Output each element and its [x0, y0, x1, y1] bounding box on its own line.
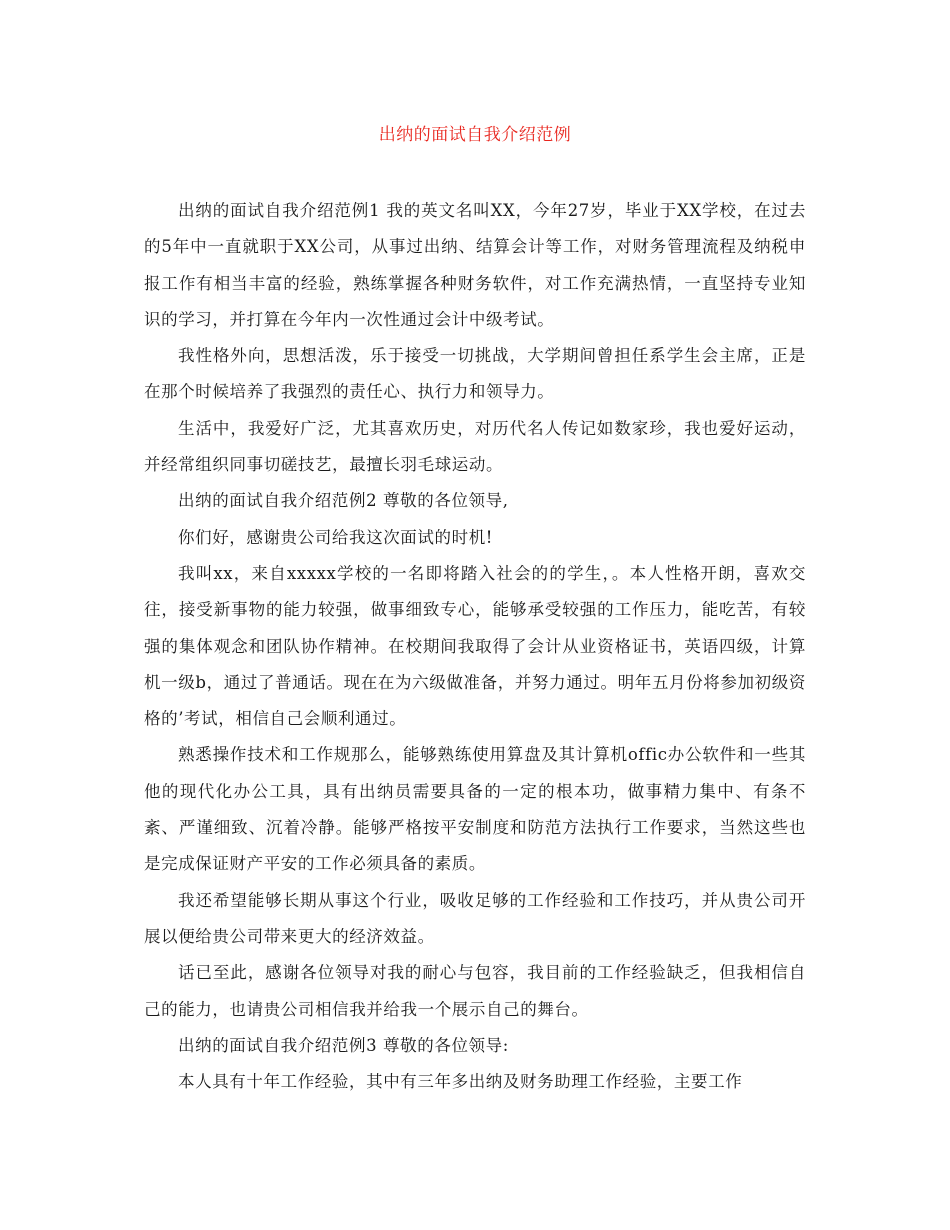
document-title: 出纳的面试自我介绍范例 — [378, 125, 572, 145]
paragraph: 我性格外向，思想活泼，乐于接受一切挑战，大学期间曾担任系学生会主席，正是在那个时候培养了我强烈的责任心、执行力和领导力。 — [144, 346, 806, 402]
paragraph: 话已至此，感谢各位领导对我的耐心与包容，我目前的工作经验缺乏，但我相信自己的能力，也请贵公司相信我并给我一个展示自己的舞台。 — [144, 963, 806, 1019]
paragraph: 你们好，感谢贵公司给我这次面试的时机! — [178, 527, 494, 547]
paragraph: 我叫xx，来自xxxxx学校的一名即将踏入社会的的学生，。本人性格开朗，喜欢交往，接受新事物的能力较强，做事细致专心，能够承受较强的工作压力，能吃苦，有较强的集体观念和团队协作精神。在校期间我取得了会计从业资格证书，英语四级，计算机一级b，通过了普通话。现在在为六级做准备，并努力通过。明年五月份将参加初级资格的’考试，相信自己会顺利通过。 — [144, 563, 806, 729]
paragraph: 出纳的面试自我介绍范例2 尊敬的各位领导, — [178, 491, 509, 511]
paragraph: 熟悉操作技术和工作规那么，能够熟练使用算盘及其计算机offic办公软件和一些其他的现代化办公工具，具有出纳员需要具备的一定的根本功，做事精力集中、有条不紊、严谨细致、沉着冷静。能够严格按平安制度和防范方法执行工作要求，当然这些也是完成保证财产平安的工作必须具备的素质。 — [144, 745, 806, 874]
paragraph: 我还希望能够长期从事这个行业，吸收足够的工作经验和工作技巧，并从贵公司开展以便给贵公司带来更大的经济效益。 — [144, 890, 806, 946]
paragraph: 生活中，我爱好广泛，尤其喜欢历史，对历代名人传记如数家珍，我也爱好运动，并经常组织同事切磋技艺，最擅长羽毛球运动。 — [144, 418, 806, 475]
paragraph: 出纳的面试自我介绍范例1 我的英文名叫XX，今年27岁，毕业于XX学校，在过去的5年中一直就职于XX公司，从事过出纳、结算会计等工作，对财务管理流程及纳税申报工作有相当丰富的经验，熟练掌握各种财务软件，对工作充满热情，一直坚持专业知识的学习，并打算在今年内一次性通过会计中级考试。 — [144, 201, 806, 329]
paragraph: 本人具有十年工作经验，其中有三年多出纳及财务助理工作经验，主要工作 — [178, 1072, 743, 1092]
paragraph: 出纳的面试自我介绍范例3 尊敬的各位领导: — [178, 1035, 509, 1055]
document-body — [144, 193, 806, 1100]
